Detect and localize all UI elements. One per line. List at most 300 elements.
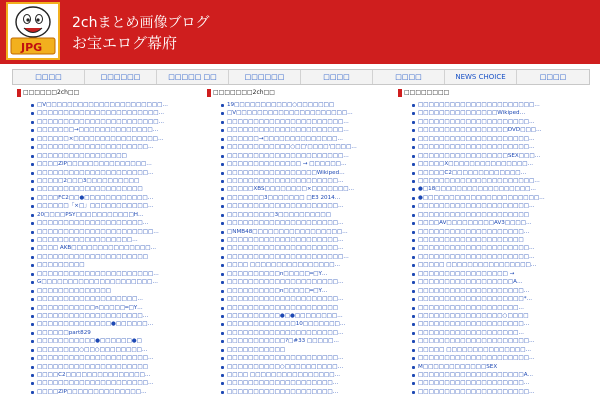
list-item-link[interactable]: □□□□□□□3□□□□□□□ □E3 2014… <box>227 194 341 201</box>
bullet-icon <box>31 214 34 217</box>
list-item[interactable] <box>31 253 201 261</box>
site-title-line2[interactable]: お宝エログ幕府 <box>72 34 178 52</box>
bullet-icon <box>412 264 415 267</box>
list-item-link[interactable]: □□□□□□□□□□□□□□□□□□□□□… <box>37 380 154 387</box>
list-item[interactable] <box>31 109 201 117</box>
list-item[interactable] <box>412 346 582 354</box>
bullet-icon <box>412 323 415 326</box>
list-item[interactable] <box>31 278 201 286</box>
list-item[interactable] <box>31 337 201 345</box>
list-item-link[interactable]: □□□□□□□□□□□□□□□□□□□□□□… <box>37 228 159 235</box>
bullet-icon <box>412 104 415 107</box>
list-item-link[interactable]: □□□□□□□□□□□□□□□□□□□□… <box>418 287 530 294</box>
list-item[interactable] <box>221 109 391 117</box>
list-item[interactable] <box>412 109 582 117</box>
bullet-icon <box>221 163 224 166</box>
list-item[interactable] <box>221 371 391 379</box>
link-list <box>221 101 391 396</box>
list-item[interactable] <box>412 126 582 134</box>
list-item[interactable] <box>412 363 582 371</box>
list-item-link[interactable]: □□□□□□□□□□□□□□□□□□□□… <box>37 312 149 319</box>
list-item-link[interactable]: □□□□□□□□□□□□□□□□□□□□□… <box>227 279 344 286</box>
list-item-link[interactable]: □□□□□□□□□□□□□□□□□□□□□ <box>37 253 148 260</box>
bullet-icon <box>221 188 224 191</box>
list-item[interactable] <box>412 202 582 210</box>
column-title: □□□□□□□□ <box>404 89 450 96</box>
list-item-link[interactable]: □□□□□□□□□□□□□□□□□□□□□… <box>227 220 344 227</box>
bullet-icon <box>31 357 34 360</box>
list-item[interactable] <box>221 388 391 396</box>
list-item[interactable] <box>31 126 201 134</box>
list-item[interactable] <box>221 261 391 269</box>
list-item-link[interactable]: □□□□□□□□□□□□□□□Wikiped… <box>418 110 526 117</box>
list-item[interactable] <box>221 194 391 202</box>
list-item[interactable] <box>221 329 391 337</box>
bullet-icon <box>31 112 34 115</box>
list-item-link[interactable]: □□□□□□□□□□□□□□□□□□□□□□… <box>227 118 349 125</box>
bullet-icon <box>412 357 415 360</box>
list-item-link[interactable]: □□□□□X□□□□□□□□□□□□□□□… <box>418 161 534 168</box>
bullet-icon <box>221 104 224 107</box>
bullet-icon <box>221 307 224 310</box>
list-item-link[interactable]: M□□□□□□□□□□□□SEX <box>418 363 498 370</box>
list-item[interactable] <box>412 312 582 320</box>
list-item-link[interactable]: □□□□□C2□□□□□□□□□□□□□… <box>418 169 527 176</box>
list-item[interactable] <box>221 287 391 295</box>
list-item-link[interactable]: □□□□□□□□□□□□□□□□□□… <box>37 237 138 243</box>
list-item[interactable] <box>412 320 582 328</box>
list-item[interactable] <box>221 312 391 320</box>
list-item-link[interactable]: □□□□ZIP□□□□□□□□□□□□□□… <box>37 388 147 395</box>
bullet-icon <box>31 256 34 259</box>
link-column-1 <box>17 88 203 400</box>
list-item-link[interactable]: □□□□□□□□□□□□□□□□□□□□□□□… <box>37 110 165 117</box>
list-item[interactable] <box>412 118 582 126</box>
list-item-link[interactable]: □□□□□□□□□□□□□□□□□□□□… <box>227 380 339 387</box>
list-item-link[interactable]: ●□□□□□□□□□□□□□□□□□□□□□□… <box>418 194 545 201</box>
list-item[interactable] <box>221 152 391 160</box>
list-item[interactable] <box>412 379 582 387</box>
list-item-link[interactable]: □□□□□□□□□□□□□□□□□□□□□… <box>418 203 535 210</box>
list-item-link[interactable]: □□□□□ □□□□□□□□□□□□□□□□… <box>418 262 537 269</box>
bullet-icon <box>31 281 34 284</box>
bullet-icon <box>31 155 34 158</box>
site-title-line1[interactable]: 2chまとめ画像ブログ <box>72 15 210 31</box>
list-item[interactable] <box>221 337 391 345</box>
list-item-link[interactable]: □□□□□□□□□□□●□□□□□□●□ <box>37 338 142 345</box>
list-item-link[interactable]: □□□□□□□□□□□□□□□□□□□□□… <box>418 118 535 125</box>
list-item-link[interactable]: □□□□□□□□□□□□□□□□○□□□□ <box>418 312 529 319</box>
list-item[interactable] <box>412 194 582 202</box>
list-item-link[interactable]: □□□□ □□□□□□□□□□□□□□□□… <box>227 262 341 269</box>
list-item[interactable] <box>412 169 582 177</box>
list-item[interactable] <box>31 287 201 295</box>
list-item[interactable] <box>31 346 201 354</box>
list-item[interactable] <box>221 135 391 143</box>
bullet-icon <box>31 231 34 234</box>
list-item-link[interactable]: □□□□□□□□□□□□□□□□□□□□□□… <box>37 270 159 277</box>
list-item[interactable] <box>31 371 201 379</box>
list-item-link[interactable]: □□□□□□□→□□□□□□□□□□□□□□… <box>37 127 159 134</box>
bullet-icon <box>31 391 34 394</box>
list-item[interactable] <box>221 278 391 286</box>
list-item[interactable] <box>221 101 391 109</box>
list-item[interactable] <box>31 270 201 278</box>
list-item-link[interactable]: □□□□□□□□□□□□□□□□□□□□□… <box>37 355 154 362</box>
list-item-link[interactable]: □□□□□□□□□□○□□□□□□□□□□… <box>227 363 344 370</box>
list-item[interactable] <box>31 354 201 362</box>
bullet-icon <box>412 138 415 141</box>
nav-item-2[interactable]: □□□□□□ <box>85 70 157 84</box>
list-item-link[interactable]: □□□□□□□□□□□□□□□□□□□□□… <box>418 355 535 362</box>
bullet-icon <box>412 281 415 284</box>
list-item-link[interactable]: □□□□□□□□□□□□□□□□□DVD□□□… <box>418 127 542 134</box>
list-item-link[interactable]: □□□□□□□□□3□□□□□□□□□□ <box>227 211 331 218</box>
list-item-link[interactable]: □□□□□□□□□ <box>37 262 85 269</box>
list-item[interactable] <box>412 228 582 236</box>
list-item-link[interactable]: □□□□□□□□□□□□□□ <box>37 287 111 294</box>
list-item-link[interactable]: □□□□□□□□□□□□□□□□□□□□A… <box>418 372 534 378</box>
bullet-icon <box>31 298 34 301</box>
logo-text: JPG <box>21 41 43 54</box>
bullet-icon <box>31 146 34 149</box>
list-item[interactable] <box>221 379 391 387</box>
nav-item-5[interactable]: □□□□ <box>301 70 373 84</box>
list-item[interactable] <box>412 244 582 252</box>
list-item[interactable] <box>412 337 582 345</box>
list-item-link[interactable]: □NMB48□□□□□□□□□□□□□□□□□… <box>227 228 348 235</box>
list-item[interactable] <box>412 253 582 261</box>
bullet-icon <box>31 273 34 276</box>
site-logo[interactable] <box>6 2 60 60</box>
bullet-icon <box>31 247 34 250</box>
list-item[interactable] <box>221 320 391 328</box>
bullet-icon <box>412 315 415 318</box>
list-item-link[interactable]: □□□□□□□□□□□□□□□□□□□□… <box>418 321 530 328</box>
list-item-link[interactable]: □□□□□□□□□□□□□□□□□□□□… <box>418 228 530 235</box>
list-item-link[interactable]: □□□□□□□□□□□□□□□□□□□□□… <box>37 144 154 151</box>
list-item[interactable] <box>221 169 391 177</box>
bullet-icon <box>221 374 224 377</box>
list-item[interactable] <box>31 169 201 177</box>
list-item[interactable] <box>221 118 391 126</box>
list-item[interactable] <box>412 219 582 227</box>
list-item-link[interactable]: □□□□ AKB□□□□□□□□□□□□□□□… <box>37 245 157 252</box>
list-item[interactable] <box>221 304 391 312</box>
list-item-link[interactable]: □□□□□□×□□□□□□□□□□□□□□□□… <box>37 135 164 142</box>
list-item[interactable] <box>31 160 201 168</box>
list-item[interactable] <box>221 270 391 278</box>
list-item[interactable] <box>31 211 201 219</box>
list-item-link[interactable]: □□□□□XBS□□□□□□□□×□□□□□□□… <box>227 186 355 193</box>
list-item[interactable] <box>221 202 391 210</box>
list-item-link[interactable]: □□□□ZIP□□□□□□□□□□□□□□□… <box>37 161 152 168</box>
list-item-link[interactable]: □□□□□□part829 <box>37 329 91 336</box>
bullet-icon <box>221 214 224 217</box>
list-item-link[interactable]: □□□□□□□□□□□ <box>227 346 286 353</box>
list-item[interactable] <box>31 185 201 193</box>
list-item[interactable] <box>31 135 201 143</box>
list-item-link[interactable]: □□□□□□□□□□□□□□□□□□□□… <box>418 380 530 387</box>
list-item-link[interactable]: □□□□□□□□□□□□□□□□□□□□… <box>227 388 339 395</box>
list-item[interactable] <box>31 295 201 303</box>
list-item-link[interactable]: □□□□□□□□□□□□□□□□□□□□□… <box>227 296 344 303</box>
list-item[interactable] <box>412 185 582 193</box>
list-item-link[interactable]: □□□□□□□□□□□□□□ → □□□□□□… <box>227 161 347 168</box>
bullet-icon <box>221 281 224 284</box>
list-item-link[interactable]: □□□□FC2□□●□□□□□□□□□□□□… <box>37 194 154 201</box>
link-column-2 <box>207 88 393 400</box>
nav-item-1[interactable]: □□□□ <box>13 70 85 84</box>
bullet-icon <box>412 340 415 343</box>
list-item-link[interactable]: □□□□□ □□□□□□□□□□□□□□□… <box>418 346 532 353</box>
bullet-icon <box>221 290 224 293</box>
global-nav <box>12 69 590 85</box>
list-item-link[interactable]: □□□□□□□□□□□□□□□□□ <box>37 152 127 159</box>
red-marker-icon <box>17 89 21 97</box>
bullet-icon <box>412 366 415 369</box>
bullet-icon <box>412 332 415 335</box>
list-item-link[interactable]: □□□□□□□□□□□□□□□□□□□□□□… <box>418 177 540 184</box>
list-item-link[interactable]: □□□□□□□□□□□□□□□□□□□□□… <box>418 245 535 252</box>
list-item-link[interactable]: □□□□□□□□□□□□□□□□□□□□… <box>37 220 149 227</box>
bullet-icon <box>412 231 415 234</box>
list-item-link[interactable]: □□□□□2□□□3□□□□□□□□□□ <box>37 177 140 184</box>
list-item[interactable] <box>31 312 201 320</box>
bullet-icon <box>221 391 224 394</box>
bullet-icon <box>412 273 415 276</box>
list-item-link[interactable]: □□□□□□□□□□□□□□□□□□□□□… <box>37 169 154 176</box>
bullet-icon <box>31 188 34 191</box>
list-item-link[interactable]: □□□□□□□□□□□□□□□□□□□□□… <box>227 245 344 252</box>
bullet-icon <box>31 323 34 326</box>
bullet-icon <box>221 247 224 250</box>
bullet-icon <box>412 197 415 200</box>
list-item-link[interactable]: □□□□□□□□□□□□□□□□□□□□□… <box>418 338 535 345</box>
list-item-link[interactable]: □□□□□□□□□□□□□□□□□□A… <box>418 279 523 286</box>
bullet-icon <box>412 188 415 191</box>
list-item-link[interactable]: □□□□□□□□□□□□□□□□□□□… <box>418 329 525 336</box>
bullet-icon <box>412 180 415 183</box>
list-item-link[interactable]: ●□18□□□□□□□□□□□□□□□□□□… <box>418 186 537 193</box>
list-item[interactable] <box>221 219 391 227</box>
list-item-link[interactable]: □□□□□□□□□□□□□□□□□Wikiped… <box>227 169 345 176</box>
list-item[interactable] <box>221 211 391 219</box>
nav-item-3[interactable]: □□□□□ □□ <box>157 70 229 84</box>
list-item[interactable] <box>412 135 582 143</box>
list-item-link[interactable]: □□□□□□□□□□□□□□□□□□□□□□… <box>227 127 349 134</box>
list-item-link[interactable]: □□□□□□□□□□□?□#33 □□□□□… <box>227 338 339 345</box>
bullet-icon <box>31 307 34 310</box>
list-item[interactable] <box>31 261 201 269</box>
list-item-link[interactable]: □□□□ □□□□□□□□□□□□□□□□… <box>227 372 341 378</box>
link-list <box>412 101 582 396</box>
list-item[interactable] <box>412 329 582 337</box>
list-item-link[interactable]: □□□□□□□□□□□□□□□□□□□□□ <box>418 211 529 218</box>
list-item[interactable] <box>221 160 391 168</box>
list-item[interactable] <box>31 101 201 109</box>
bullet-icon <box>31 315 34 318</box>
list-item-link[interactable]: □□□□□□□□□□□□□□□□□□□□□ <box>227 304 338 311</box>
list-item-link[interactable]: G□□□□□□□□□□□□□□□□□□□□□… <box>37 279 158 286</box>
list-item[interactable] <box>31 177 201 185</box>
list-item[interactable] <box>412 143 582 151</box>
bullet-icon <box>221 239 224 242</box>
list-item-link[interactable]: □□□□□□□□□□□□□□□□□□□□*… <box>418 296 533 303</box>
nav-item-4[interactable]: □□□□□□ <box>229 70 301 84</box>
list-item[interactable] <box>412 295 582 303</box>
bullet-icon <box>221 273 224 276</box>
list-item[interactable] <box>412 354 582 362</box>
list-item[interactable] <box>412 160 582 168</box>
bullet-icon <box>221 382 224 385</box>
bullet-icon <box>221 222 224 225</box>
list-item[interactable] <box>31 329 201 337</box>
list-item[interactable] <box>31 320 201 328</box>
list-item[interactable] <box>221 143 391 151</box>
list-item-link[interactable]: □□□□□□□□□□n□□□□□━□Y… <box>227 287 328 294</box>
list-item-link[interactable]: □□□□□□□□□□□□□□□□□□□□ <box>37 186 143 193</box>
column-title: □□□□□□2ch□□ <box>23 89 80 96</box>
bullet-icon <box>412 298 415 301</box>
list-item-link[interactable]: □□□□□□□□○□□○□□□□□□□□… <box>37 346 148 353</box>
list-item-link[interactable]: □□□□C2□□□□□□□□□□□□□□□… <box>37 372 151 378</box>
list-item-link[interactable]: □□□□□□□□□□□□□□□□□ → <box>418 270 515 277</box>
bullet-icon <box>221 323 224 326</box>
bullet-icon <box>31 172 34 175</box>
list-item-link[interactable]: □□□□AV□□□□□□□□□AV3□□□□… <box>418 220 532 227</box>
list-item-link[interactable]: □V□□□□□□□□□□□□□□□□□□□□□… <box>227 110 353 117</box>
list-item[interactable] <box>31 304 201 312</box>
list-item[interactable] <box>221 126 391 134</box>
list-item[interactable] <box>31 202 201 210</box>
list-item-link[interactable]: □□□□□□□□□□□□□□□□□□□□□… <box>418 388 535 395</box>
bullet-icon <box>31 290 34 293</box>
list-item[interactable] <box>412 152 582 160</box>
list-item[interactable] <box>412 287 582 295</box>
list-item-link[interactable]: □□□□□□□□□□□□□□□□□□□□□… <box>418 253 535 260</box>
list-item-link[interactable]: □□□□□□□□□□□□□□□□□□□□□… <box>227 203 344 210</box>
bullet-icon <box>412 349 415 352</box>
list-item[interactable] <box>31 363 201 371</box>
list-item[interactable] <box>31 143 201 151</box>
list-item-link[interactable]: □□□□□□□□□□●□●□□□□□□□□… <box>227 312 343 319</box>
bullet-icon <box>412 374 415 377</box>
list-item-link[interactable]: □□□□□□□□□□□□□□□□□□□□□… <box>418 135 535 142</box>
list-item-link[interactable]: □□□□□□□□□□□□□□□□□□□… <box>37 296 144 303</box>
list-item-link[interactable]: 19□□□□□□□□□□□○□□□□□□□ <box>227 102 335 108</box>
list-item-link[interactable]: □□□□□□□□□□□□□□□□□□□□□□□… <box>37 118 165 125</box>
list-item[interactable] <box>31 388 201 396</box>
list-item[interactable] <box>221 295 391 303</box>
list-item[interactable] <box>221 363 391 371</box>
bullet-icon <box>221 180 224 183</box>
list-item[interactable] <box>221 253 391 261</box>
list-item-link[interactable]: □□□□□□□□□□□□□□□□□□□□□□… <box>227 152 349 159</box>
site-header <box>0 0 600 64</box>
nav-item-news-choice[interactable]: NEWS CHOICE <box>445 70 517 84</box>
list-item-link[interactable]: □□□□□□□□□□□□□□□□□□□□□□… <box>418 102 540 108</box>
list-item-link[interactable]: □□□□□□□□□□□□□□□□□□□□□… <box>227 329 344 336</box>
nav-item-6[interactable]: □□□□ <box>373 70 445 84</box>
nav-item-8[interactable]: □□□□ <box>539 73 567 81</box>
link-list <box>31 101 201 396</box>
list-item[interactable] <box>412 177 582 185</box>
bullet-icon <box>221 231 224 234</box>
bullet-icon <box>31 340 34 343</box>
list-item-link[interactable]: □□□□□□□□□□□□□□□□□□□□□ <box>37 363 148 370</box>
list-item[interactable] <box>221 236 391 244</box>
list-item[interactable] <box>221 228 391 236</box>
list-item[interactable] <box>31 118 201 126</box>
list-item-link[interactable]: □□□□□□□□□□n□□□□□━□Y… <box>227 270 328 277</box>
list-item[interactable] <box>412 261 582 269</box>
bullet-icon <box>31 121 34 124</box>
list-item[interactable] <box>221 185 391 193</box>
list-item[interactable] <box>412 388 582 396</box>
list-item-link[interactable]: □□□□□□□□□□□□○□□'□□□□'□□□□… <box>227 144 357 151</box>
list-item-link[interactable]: 20□□□□PSY□□□□□□□□□□□H… <box>37 211 144 218</box>
bullet-icon <box>412 290 415 293</box>
list-item-link[interactable]: □□□□□□□□□□□n□□□□□━□Y… <box>37 304 143 311</box>
bullet-icon <box>31 138 34 141</box>
list-item-link[interactable]: □□□□□□→□□□□□□□□□□□□□□… <box>227 135 343 142</box>
bullet-icon <box>31 222 34 225</box>
list-item[interactable] <box>412 371 582 379</box>
list-item[interactable] <box>221 346 391 354</box>
list-item[interactable] <box>412 278 582 286</box>
list-item-link[interactable]: □□□□□□□□□□□□□□□□□□□□□… <box>227 237 344 243</box>
bullet-icon <box>31 129 34 132</box>
list-item-link[interactable]: □□□□□□□□□□□□□□□□□□□□ <box>418 237 524 243</box>
list-item[interactable] <box>31 379 201 387</box>
list-item-link[interactable]: □□□□□□□□□□□□□□□□□SEX□□□… <box>418 152 541 159</box>
list-item[interactable] <box>412 270 582 278</box>
bullet-icon <box>412 239 415 242</box>
list-item[interactable] <box>31 228 201 236</box>
list-item-link[interactable]: □□□□□□□□□□□□□□□□□□□□□… <box>418 144 535 151</box>
list-item[interactable] <box>412 236 582 244</box>
list-item[interactable] <box>412 101 582 109</box>
list-item-link[interactable]: □□□□□□□□□□□□□10□□□□□□□… <box>227 321 346 328</box>
list-item-link[interactable]: □□□□□□□□□□□□□□□□□□□… <box>418 304 525 311</box>
bullet-icon <box>31 374 34 377</box>
list-item[interactable] <box>31 194 201 202</box>
bullet-icon <box>31 180 34 183</box>
list-item-link[interactable]: □V□□□□□□□□□□□□□□□□□□□□□□… <box>37 102 168 108</box>
list-item[interactable] <box>412 304 582 312</box>
bullet-icon <box>31 349 34 352</box>
bullet-icon <box>412 222 415 225</box>
list-item[interactable] <box>221 354 391 362</box>
bullet-icon <box>412 382 415 385</box>
bullet-icon <box>31 366 34 369</box>
list-item[interactable] <box>221 244 391 252</box>
list-item[interactable] <box>31 244 201 252</box>
list-item-link[interactable]: □□□□□□□□□□□□□□□□□□□□□… <box>227 177 344 184</box>
bullet-icon <box>412 391 415 394</box>
list-item[interactable] <box>31 152 201 160</box>
list-item-link[interactable]: □□□□□□「×□」□□□□□□□□□□□… <box>37 203 154 210</box>
list-item-link[interactable]: □□□□□□□□□□□□□□□□□□□□□… <box>227 355 344 362</box>
list-item[interactable] <box>31 236 201 244</box>
list-item-link[interactable]: □□□□□□□□□□□□□□□□□□□□□□… <box>227 253 349 260</box>
list-item-link[interactable]: □□□□□□□□□□□□□□●□□□□□□… <box>37 321 154 328</box>
list-item[interactable] <box>221 177 391 185</box>
bullet-icon <box>221 172 224 175</box>
list-item[interactable] <box>412 211 582 219</box>
list-item[interactable] <box>31 219 201 227</box>
